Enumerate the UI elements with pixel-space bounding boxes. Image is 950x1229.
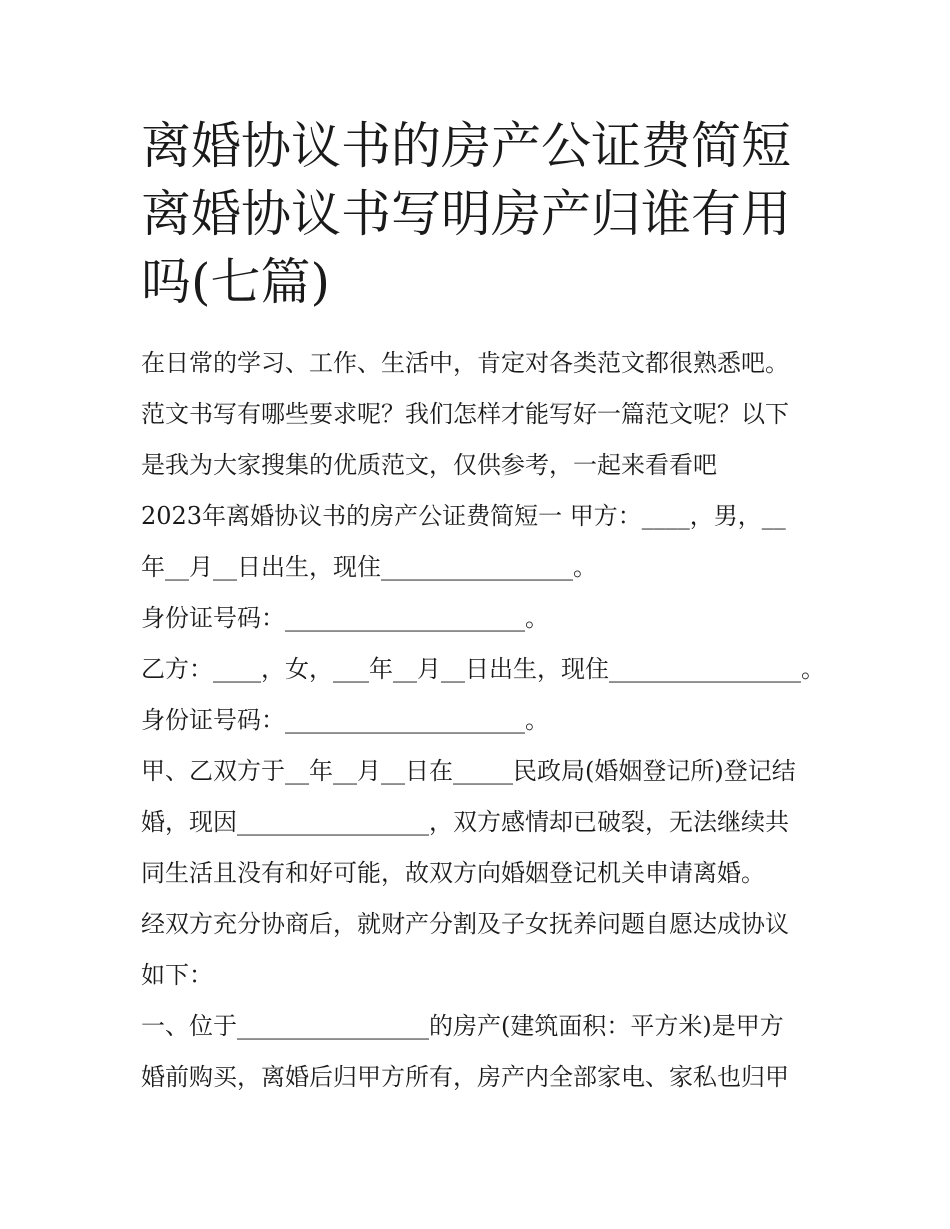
body-line: 同生活且没有和好可能，故双方向婚姻登记机关申请离婚。 — [141, 859, 765, 887]
title-line-3: 吗(七篇) — [141, 253, 331, 311]
body-line: 婚，现因________________，双方感情却已破裂，无法继续共 — [141, 808, 789, 836]
body-line: 身份证号码：____________________。 — [141, 706, 549, 734]
body-line: 是我为大家搜集的优质范文，仅供参考，一起来看看吧 — [141, 451, 717, 479]
title-line-2: 离婚协议书写明房产归谁有用 — [141, 185, 791, 243]
document-body — [141, 338, 825, 1103]
body-line: 甲、乙双方于__年__月__日在_____民政局(婚姻登记所)登记结 — [141, 757, 796, 785]
body-line: 身份证号码：____________________。 — [141, 604, 549, 632]
body-line: 乙方：____，女，___年__月__日出生，现住________________。 — [141, 655, 825, 683]
document-title — [141, 112, 821, 316]
body-line: 如下： — [141, 961, 213, 989]
body-line: 2023年离婚协议书的房产公证费简短一 甲方：____，男，__ — [141, 502, 786, 530]
document-page — [141, 112, 825, 1103]
body-line: 婚前购买，离婚后归甲方所有，房产内全部家电、家私也归甲 — [141, 1063, 789, 1091]
body-line: 经双方充分协商后，就财产分割及子女抚养问题自愿达成协议 — [141, 910, 789, 938]
body-line: 年__月__日出生，现住________________。 — [141, 553, 597, 581]
title-line-1: 离婚协议书的房产公证费简短 — [141, 117, 791, 175]
body-line: 在日常的学习、工作、生活中，肯定对各类范文都很熟悉吧。 — [141, 349, 789, 377]
body-line: 一、位于________________的房产(建筑面积：平方米)是甲方 — [141, 1012, 784, 1040]
body-line: 范文书写有哪些要求呢？我们怎样才能写好一篇范文呢？以下 — [141, 400, 789, 428]
